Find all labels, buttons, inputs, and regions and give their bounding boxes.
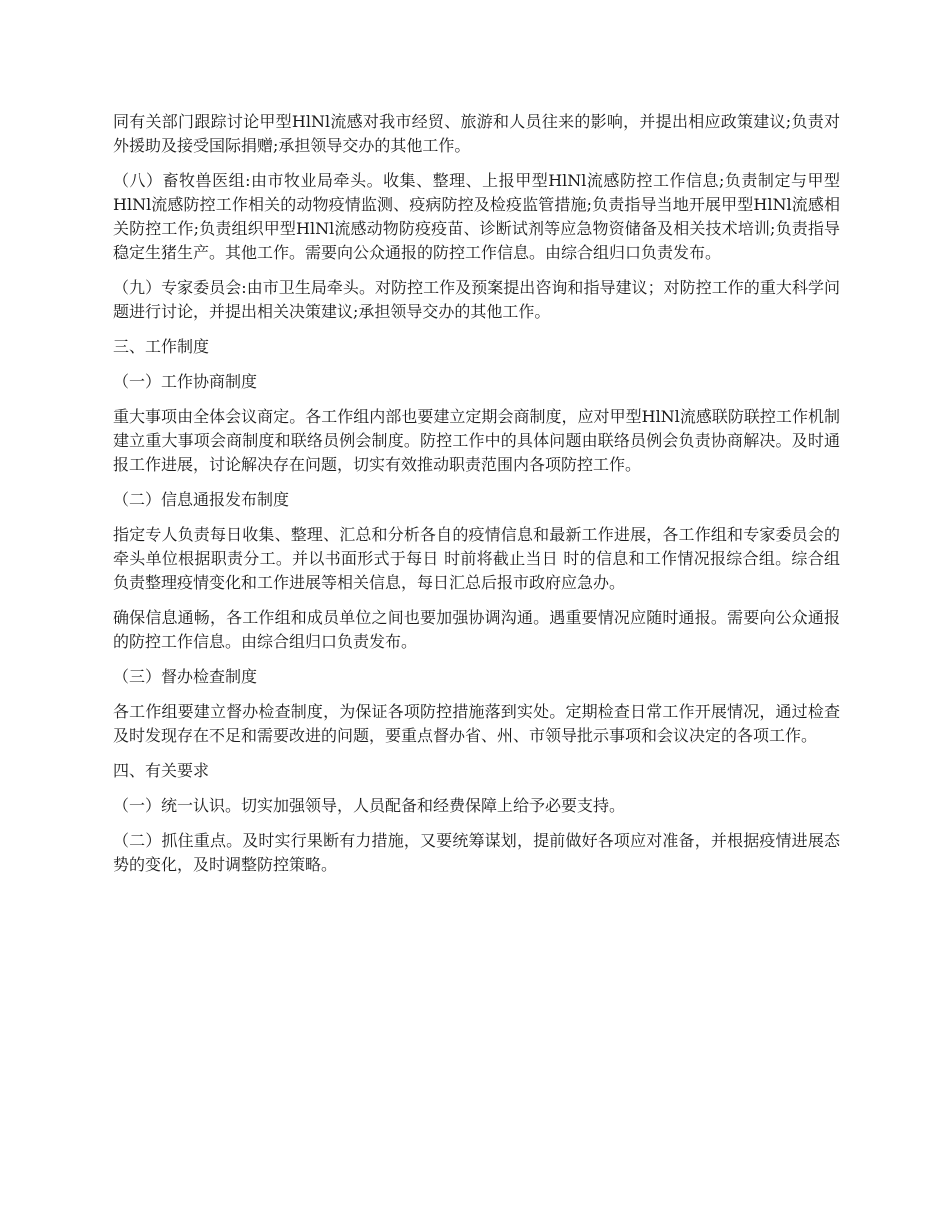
paragraph: 各工作组要建立督办检查制度，为保证各项防控措施落到实处。定期检查日常工作开展情况，通过检查及时发现存在不足和需要改进的问题，要重点督办省、州、市领导批示事项和会议决定的各项工作。 bbox=[113, 702, 840, 745]
section-heading: 四、有关要求 bbox=[113, 761, 210, 780]
paragraph: （一）统一认识。切实加强领导，人员配备和经费保障上给予必要支持。 bbox=[113, 796, 626, 815]
paragraph: （九）专家委员会:由市卫生局牵头。对防控工作及预案提出咨询和指导建议；对防控工作的重大科学问题进行讨论，并提出相关决策建议;承担领导交办的其他工作。 bbox=[113, 278, 840, 321]
section-heading: 三、工作制度 bbox=[113, 337, 210, 356]
paragraph: （二）抓住重点。及时实行果断有力措施，又要统筹谋划，提前做好各项应对准备，并根据疫情进展态势的变化，及时调整防控策略。 bbox=[113, 831, 840, 874]
document-body bbox=[113, 110, 840, 888]
paragraph: （八）畜牧兽医组:由市牧业局牵头。收集、整理、上报甲型HlNl流感防控工作信息;负责制定与甲型HlNl流感防控工作相关的动物疫情监测、疫病防控及检疫监管措施;负责指导当地开展甲型HlNl流感相关防控工作;负责组织甲型HlNl流感动物防疫疫苗、诊断试剂等应急物资储备及相关技术培训;负责指导稳定生猪生产。其他工作。需要向公众通报的防控工作信息。由综合组归口负责发布。 bbox=[113, 171, 840, 262]
subsection-heading: （三）督办检查制度 bbox=[113, 667, 258, 686]
paragraph: 重大事项由全体会议商定。各工作组内部也要建立定期会商制度，应对甲型HlNl流感联防联控工作机制建立重大事项会商制度和联络员例会制度。防控工作中的具体问题由联络员例会负责协商解决。及时通报工作进展，讨论解决存在问题，切实有效推动职责范围内各项防控工作。 bbox=[113, 407, 840, 474]
subsection-heading: （二）信息通报发布制度 bbox=[113, 490, 290, 509]
paragraph: 同有关部门跟踪讨论甲型HlNl流感对我市经贸、旅游和人员往来的影响，并提出相应政策建议;负责对外援助及接受国际捐赠;承担领导交办的其他工作。 bbox=[113, 112, 840, 155]
paragraph: 确保信息通畅，各工作组和成员单位之间也要加强协调沟通。遇重要情况应随时通报。需要向公众通报的防控工作信息。由综合组归口负责发布。 bbox=[113, 608, 840, 651]
subsection-heading: （一）工作协商制度 bbox=[113, 372, 258, 391]
paragraph: 指定专人负责每日收集、整理、汇总和分析各自的疫情信息和最新工作进展，各工作组和专家委员会的牵头单位根据职责分工。并以书面形式于每日 时前将截止当日 时的信息和工作情况报综合组。综合组负责整理疫情变化和工作进展等相关信息，每日汇总后报市政府应急办。 bbox=[113, 525, 840, 592]
